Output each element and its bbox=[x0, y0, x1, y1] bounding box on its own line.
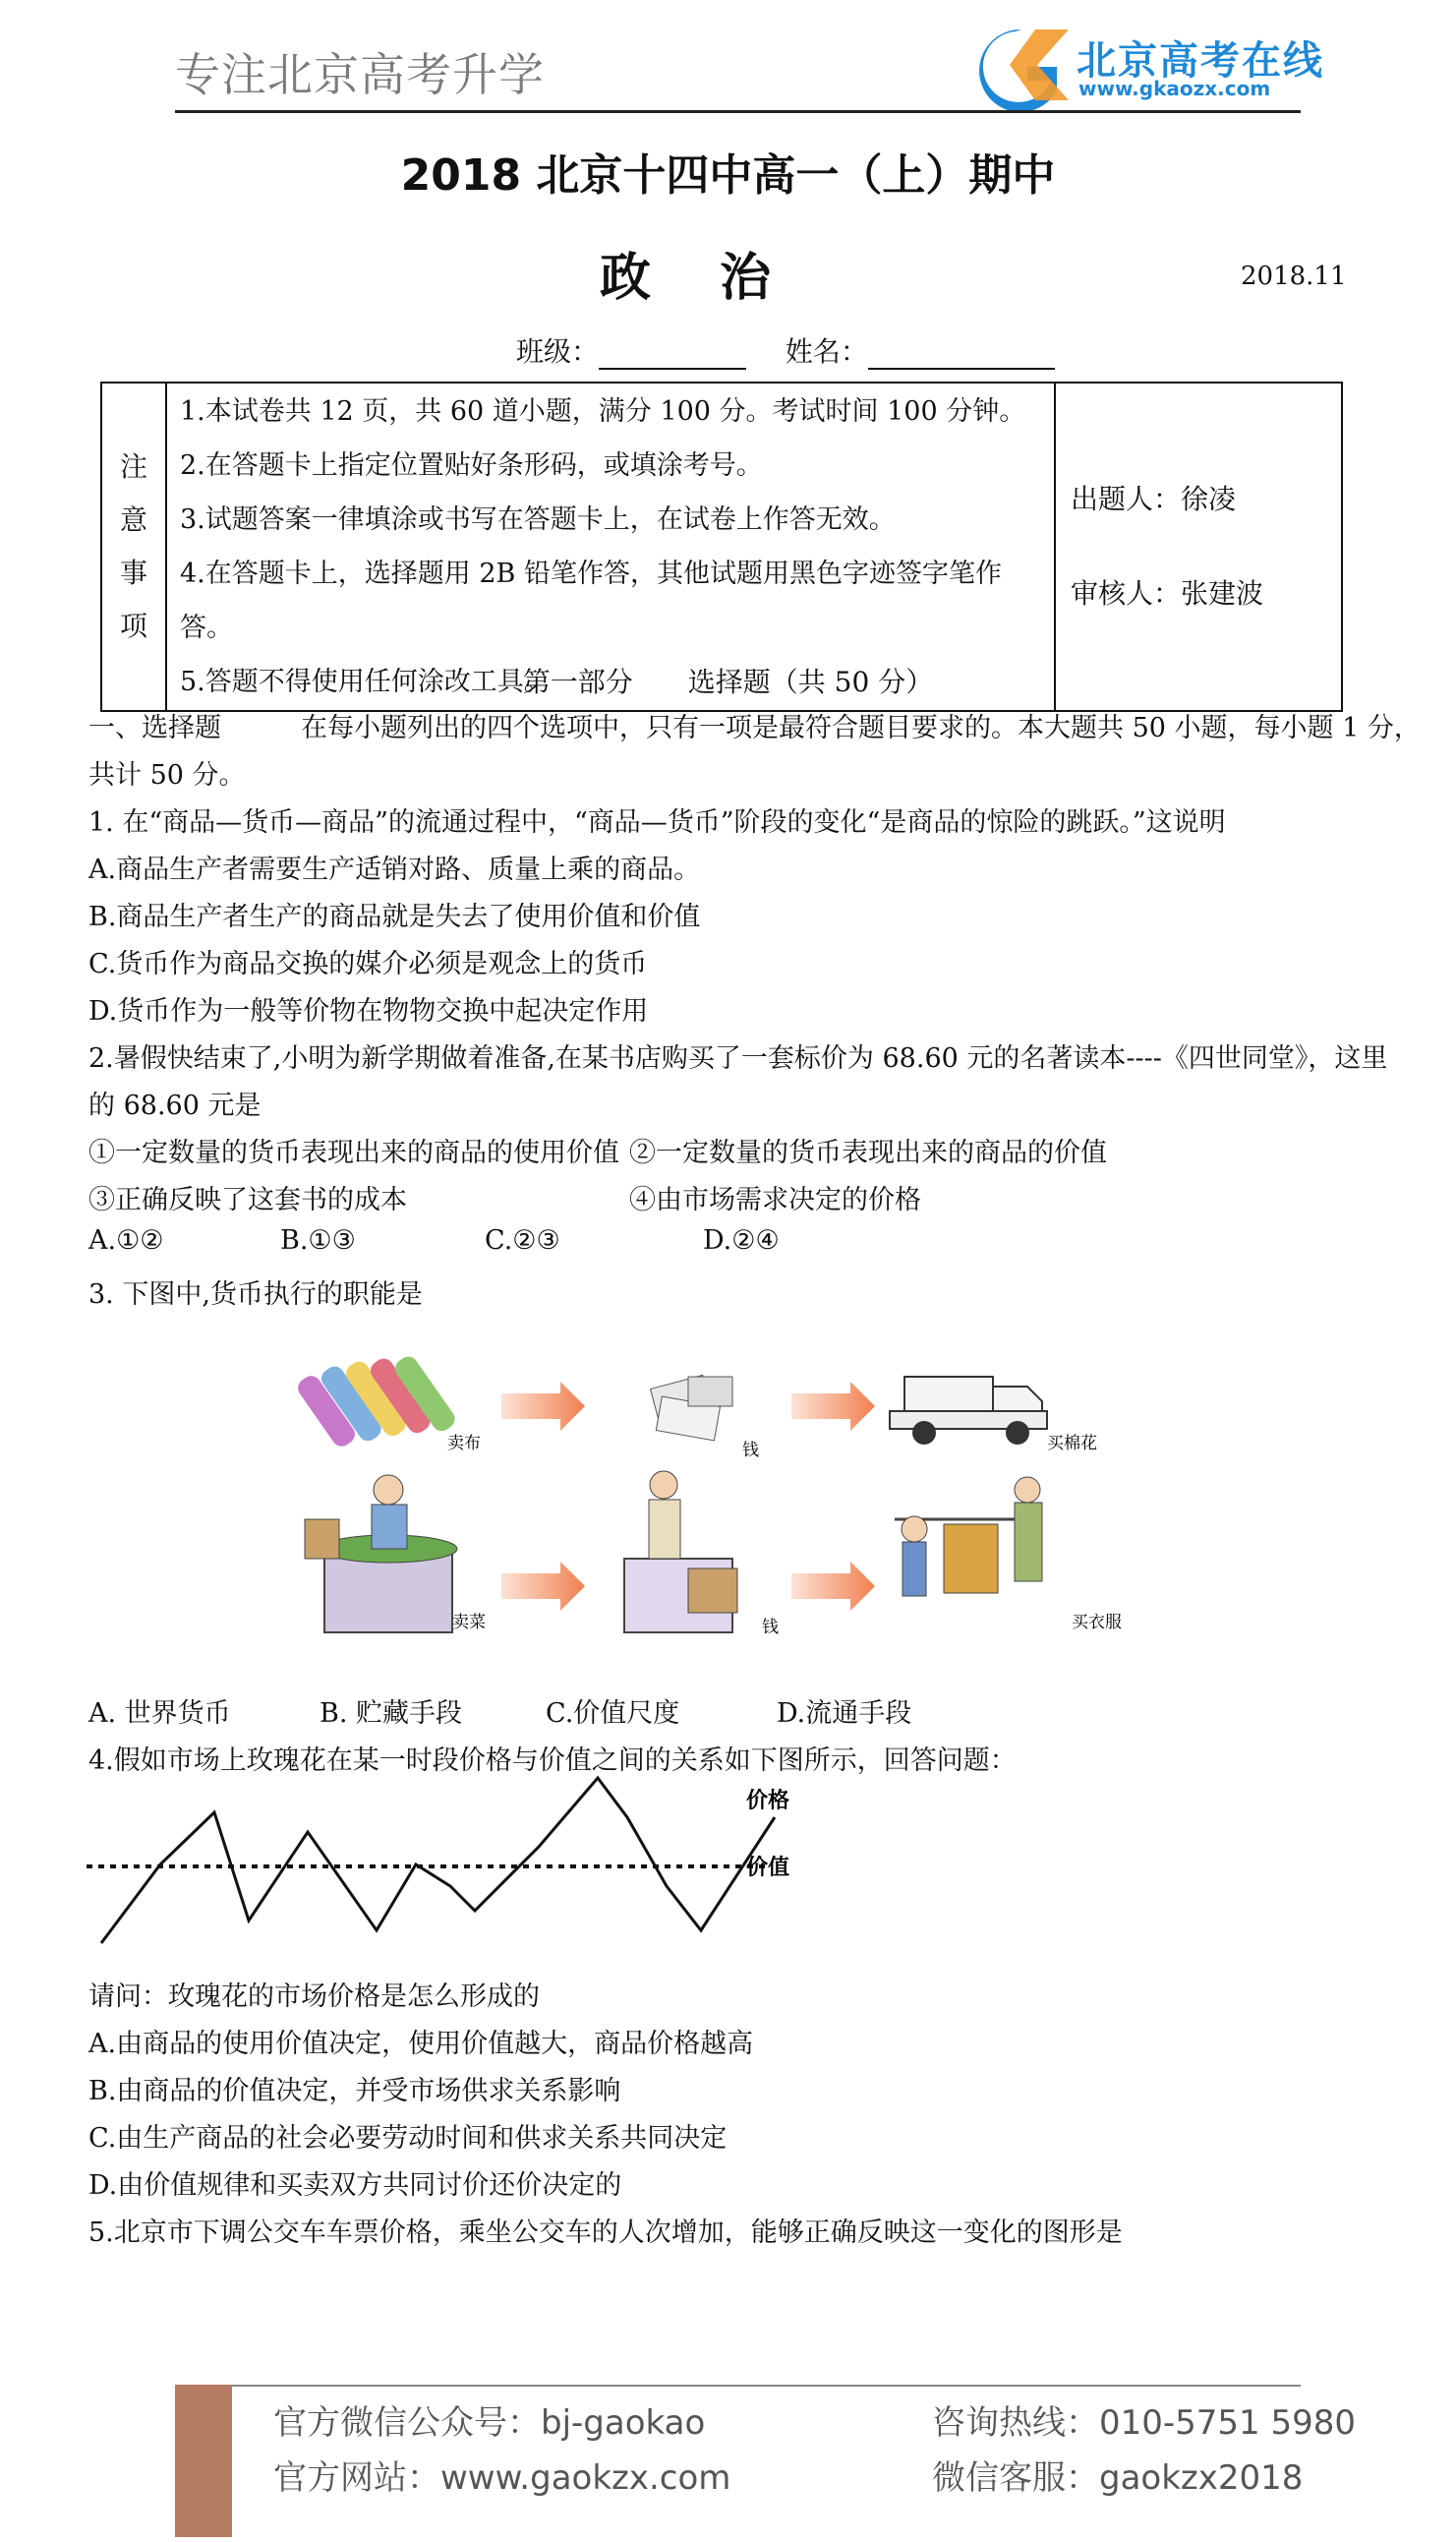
footer-service: 微信客服：gaokzx2018 bbox=[932, 2458, 1304, 2498]
cloth-rolls-icon bbox=[294, 1353, 458, 1450]
class-name-line bbox=[516, 330, 1055, 370]
figure-label: 卖布 bbox=[447, 1434, 481, 1453]
footer-accent-bar bbox=[175, 2385, 232, 2537]
name-label: 姓名： bbox=[785, 335, 868, 368]
q5-stem: 5.北京市下调公交车车票价格，乘坐公交车的人次增加，能够正确反映这一变化的图形是 bbox=[88, 2217, 1123, 2248]
notice-item: 3.试题答案一律填涂或书写在答题卡上，在试卷上作答无效。 bbox=[180, 504, 896, 535]
q3-option: C.价值尺度 bbox=[546, 1698, 680, 1729]
q2-option: B.①③ bbox=[280, 1225, 356, 1256]
money-function-illustration bbox=[295, 1332, 1122, 1652]
setter: 出题人：徐凌 bbox=[1071, 483, 1237, 515]
price-value-chart bbox=[87, 1778, 794, 1955]
q2-statement: ①一定数量的货币表现出来的商品的使用价值 bbox=[88, 1138, 619, 1168]
name-blank bbox=[868, 368, 1055, 370]
q1-option: C.货币作为商品交换的媒介必须是观念上的货币 bbox=[88, 949, 648, 979]
figure-label: 钱 bbox=[742, 1441, 759, 1460]
money-seller-icon bbox=[624, 1471, 737, 1632]
q1-option: B.商品生产者生产的商品就是失去了使用价值和价值 bbox=[88, 902, 701, 932]
q3-stem: 3. 下图中,货币执行的职能是 bbox=[88, 1279, 423, 1310]
instructions-line: 共计 50 分。 bbox=[88, 760, 246, 791]
q2-option: C.②③ bbox=[485, 1225, 560, 1256]
footer-website: 官方网站：www.gaokzx.com bbox=[273, 2458, 731, 2498]
notice-label-char: 事 bbox=[119, 557, 147, 589]
q3-option: D.流通手段 bbox=[777, 1698, 912, 1729]
price-line bbox=[101, 1778, 775, 1943]
q1-stem: 1. 在“商品—货币—商品”的流通过程中，“商品—货币”阶段的变化“是商品的惊险的跳跃。”这说明 bbox=[88, 807, 1226, 838]
q2-option: A.①② bbox=[88, 1225, 164, 1256]
arrow-icon bbox=[501, 1562, 585, 1611]
class-blank bbox=[599, 368, 746, 370]
logo-name: 北京高考在线 bbox=[1077, 38, 1324, 84]
class-label: 班级： bbox=[516, 335, 600, 368]
q2-statement: ②一定数量的货币表现出来的商品的价值 bbox=[629, 1138, 1107, 1168]
money-stack-icon bbox=[651, 1375, 732, 1441]
footer-wechat: 官方微信公众号：bj-gaokao bbox=[273, 2403, 706, 2443]
q2-statement: ③正确反映了这套书的成本 bbox=[88, 1185, 407, 1215]
q4-option: A.由商品的使用价值决定，使用价值越大，商品价格越高 bbox=[88, 2029, 754, 2059]
header-divider bbox=[175, 110, 1301, 113]
vegetable-seller-icon bbox=[305, 1475, 457, 1632]
exam-title: 2018 北京十四中高一（上）期中 bbox=[400, 150, 1056, 201]
exam-subject: 政治 bbox=[600, 249, 841, 308]
q4-stem: 4.假如市场上玫瑰花在某一时段价格与价值之间的关系如下图所示，回答问题： bbox=[88, 1745, 1017, 1776]
figure-label: 买棉花 bbox=[1047, 1434, 1097, 1453]
q4-question: 请问：玫瑰花的市场价格是怎么形成的 bbox=[88, 1981, 540, 2012]
clothes-shop-icon bbox=[895, 1477, 1042, 1596]
notice-item: 2.在答题卡上指定位置贴好条形码，或填涂考号。 bbox=[180, 450, 763, 481]
figure-label: 钱 bbox=[762, 1618, 779, 1637]
notice-label-char: 意 bbox=[119, 503, 147, 536]
arrow-icon bbox=[501, 1382, 585, 1431]
reviewer: 审核人：张建波 bbox=[1071, 577, 1264, 610]
instructions-line: 一、选择题 在每小题列出的四个选项中，只有一项是最符合题目要求的。本大题共 50 小题，每小题 1 分， bbox=[88, 713, 1421, 743]
q2-stem: 的 68.60 元是 bbox=[88, 1091, 262, 1121]
q2-option: D.②④ bbox=[703, 1225, 780, 1256]
q1-option: D.货币作为一般等价物在物物交换中起决定作用 bbox=[88, 996, 649, 1027]
value-label: 价值 bbox=[745, 1856, 789, 1880]
logo-url: www.gkaozx.com bbox=[1078, 77, 1271, 100]
figure-label: 买衣服 bbox=[1072, 1613, 1122, 1632]
arrow-icon bbox=[791, 1382, 875, 1431]
header-slogan: 专注北京高考升学 bbox=[175, 48, 545, 101]
notice-item: 5.答题不得使用任何涂改工具。 bbox=[180, 667, 551, 697]
q2-statement: ④由市场需求决定的价格 bbox=[629, 1185, 921, 1215]
q4-option: C.由生产商品的社会必要劳动时间和供求关系共同决定 bbox=[88, 2123, 728, 2154]
notice-label-char: 项 bbox=[119, 610, 147, 642]
q4-option: D.由价值规律和买卖双方共同讨价还价决定的 bbox=[88, 2170, 622, 2201]
q4-option: B.由商品的价值决定，并受市场供求关系影响 bbox=[88, 2076, 621, 2106]
truck-icon bbox=[890, 1377, 1047, 1445]
section-title: 第一部分 选择题（共 50 分） bbox=[522, 666, 934, 698]
footer-divider bbox=[175, 2385, 1301, 2387]
price-label: 价格 bbox=[745, 1789, 789, 1813]
q2-stem: 2.暑假快结束了,小明为新学期做着准备,在某书店购买了一套标价为 68.60 元的名著读本----《四世同堂》，这里 bbox=[88, 1043, 1388, 1074]
notice-label-char: 注 bbox=[119, 450, 147, 483]
footer-hotline: 咨询热线：010-5751 5980 bbox=[932, 2403, 1357, 2443]
arrow-icon bbox=[791, 1562, 875, 1611]
exam-date: 2018.11 bbox=[1241, 262, 1347, 291]
q3-option: B. 贮藏手段 bbox=[320, 1698, 463, 1729]
notice-item: 4.在答题卡上，选择题用 2B 铅笔作答，其他试题用黑色字迹签字笔作答。 bbox=[180, 559, 1002, 643]
q1-option: A.商品生产者需要生产适销对路、质量上乘的商品。 bbox=[88, 855, 701, 885]
q3-option: A. 世界货币 bbox=[88, 1698, 231, 1729]
figure-label: 卖菜 bbox=[452, 1613, 486, 1632]
notice-item: 1.本试卷共 12 页，共 60 道小题，满分 100 分。考试时间 100 分钟。 bbox=[180, 396, 1026, 427]
